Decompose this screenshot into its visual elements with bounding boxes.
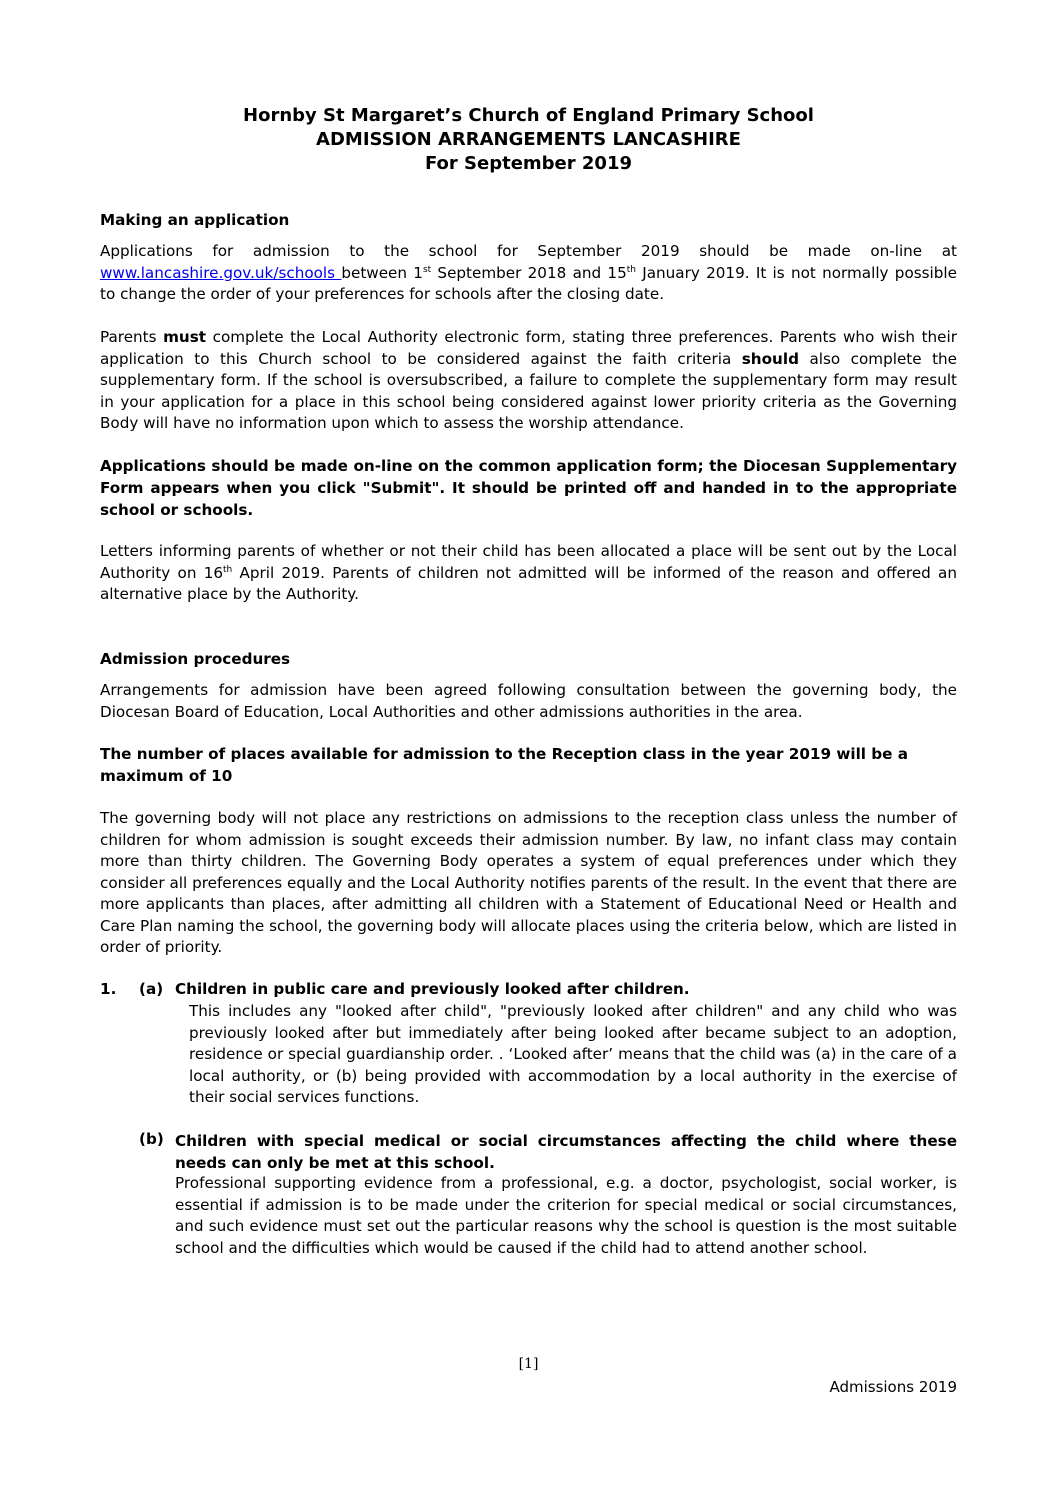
criteria-a-title: Children in public care and previously looked after children. [175,980,690,998]
school-name-title: Hornby St Margaret’s Church of England Primary School [243,105,814,126]
making-application-paragraph-1: Applications for admission to the school for September 2019 should be made on-line at www.lancashire.gov.uk/schools between 1st September 2018 and 15th January 2019. It is not normally possible to change the order of your preferences for schools after the closing date. [100,242,957,303]
making-application-paragraph-2: Parents must complete the Local Authority electronic form, stating three preferences. Parents who wish their application to this Church school to be considered against the faith criteria should also complete the supplementary form. If the school is oversubscribed, a failure to complete the supplementary form may result in your application for a place in this school being considered against lower priority criteria as the Governing Body will have no information upon which to assess the worship attendance. [100,328,958,432]
making-application-heading: Making an application [100,211,290,229]
criteria-b-body: Professional supporting evidence from a professional, e.g. a doctor, psychologist, social worker, is essential if admission is to be made under the criterion for special medical or social circumstances, and such evidence must set out the particular reasons why the school is question is the most suitable school and the difficulties which would be caused if the child had to attend another school. [175,1174,957,1257]
admission-procedures-paragraph-1: Arrangements for admission have been agreed following consultation between the governing body, the Diocesan Board of Education, Local Authorities and other admissions authorities in the area. [100,681,957,721]
reception-places-notice: The number of places available for admission to the Reception class in the year 2019 will be a maximum of 10 [100,745,908,785]
page-number: [1] [518,1356,539,1372]
criteria-a-label: (a) [139,980,164,998]
criteria-number: 1. [100,980,117,998]
online-application-notice: Applications should be made on-line on the common application form; the Diocesan Supplementary Form appears when you click "Submit". It should be printed off and handed in to the appropriate school or schools. [100,457,957,519]
document-subtitle: For September 2019 [424,153,633,174]
allocation-letters-paragraph: Letters informing parents of whether or not their child has been allocated a place will be sent out by the Local Authority on 16th April 2019. Parents of children not admitted will be informed of the reason and offered an alternative place by the Authority. [100,542,957,603]
criteria-b-title: Children with special medical or social circumstances affecting the child where these needs can only be met at this school. [175,1132,957,1172]
admission-procedures-paragraph-3: The governing body will not place any restrictions on admissions to the reception class unless the number of children for whom admission is sought exceeds their admission number. By law, no infant class may contain more than thirty children. The Governing Body operates a system of equal preferences under which they consider all preferences equally and the Local Authority notifies parents of the result. In the event that there are more applicants than places, after admitting all children with a Statement of Educational Need or Health and Care Plan naming the school, the governing body will allocate places using the criteria below, which are listed in order of priority. [100,809,957,956]
criteria-a-body: This includes any "looked after child", "previously looked after children" and any child who was previously looked after but immediately after being looked after became subject to an adoption, residence or special guardianship order. . ‘Looked after’ means that the child was (a) in the care of a local authority, or (b) being provided with accommodation by a local authority in the exercise of their social services functions. [189,1002,957,1106]
criteria-b-label: (b) [139,1130,164,1148]
footer-label: Admissions 2019 [829,1378,957,1396]
document-title: ADMISSION ARRANGEMENTS LANCASHIRE [316,129,741,150]
admission-procedures-heading: Admission procedures [100,650,291,668]
lancashire-schools-link[interactable]: www.lancashire.gov.uk/schools [100,263,342,282]
